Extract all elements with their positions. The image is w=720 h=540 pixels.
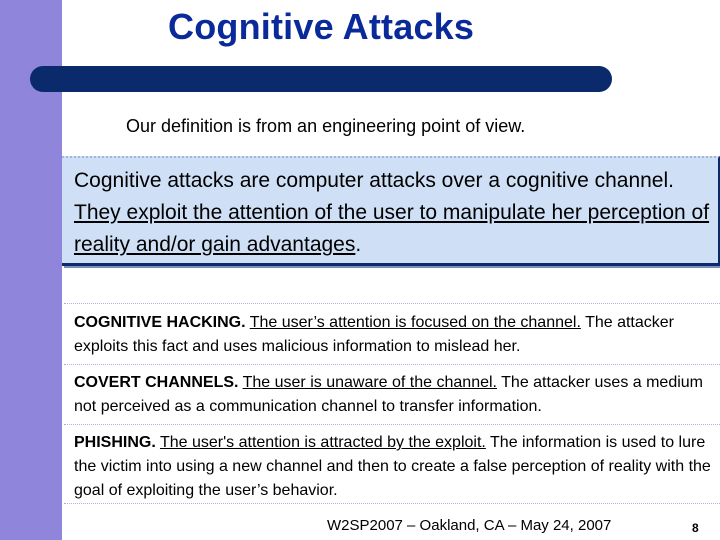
separator	[64, 303, 720, 304]
section-underlined: The user is unaware of the channel.	[242, 374, 497, 391]
separator	[64, 503, 720, 504]
page-number: 8	[692, 521, 699, 535]
section-cognitive-hacking	[74, 311, 718, 359]
slide-subtitle: Our definition is from an engineering point of view.	[126, 116, 526, 136]
section-heading: COGNITIVE HACKING.	[74, 314, 246, 331]
section-heading: PHISHING.	[74, 434, 156, 451]
separator	[64, 364, 720, 365]
section-underlined: The user's attention is attracted by the exploit.	[159, 434, 486, 451]
separator	[64, 424, 720, 425]
section-phishing	[74, 431, 718, 503]
definition-part-3: .	[355, 233, 362, 256]
section-underlined: The user’s attention is focused on the channel.	[249, 314, 581, 331]
definition-part-2: They exploit the attention of the user to manipulate her perception of reality and/or gain advantages	[74, 201, 710, 256]
section-text: The attacker exploits this fact and uses malicious information to mislead her.	[74, 314, 674, 355]
title-underline-bar	[30, 66, 612, 92]
section-covert-channels	[74, 371, 718, 419]
slide-footer: W2SP2007 – Oakland, CA – May 24, 2007	[327, 517, 612, 534]
definition-part-1: Cognitive attacks are computer attacks over a cognitive channel.	[74, 169, 674, 192]
section-heading: COVERT CHANNELS.	[74, 374, 239, 391]
definition-text	[74, 165, 718, 261]
section-text: The information is used to lure the victim into using a new channel and then to create a false perception of reality with the goal of exploiting the user’s behavior.	[74, 434, 711, 499]
section-text: The attacker uses a medium not perceived as a communication channel to transfer information.	[74, 374, 704, 415]
slide-title: Cognitive Attacks	[168, 6, 475, 47]
